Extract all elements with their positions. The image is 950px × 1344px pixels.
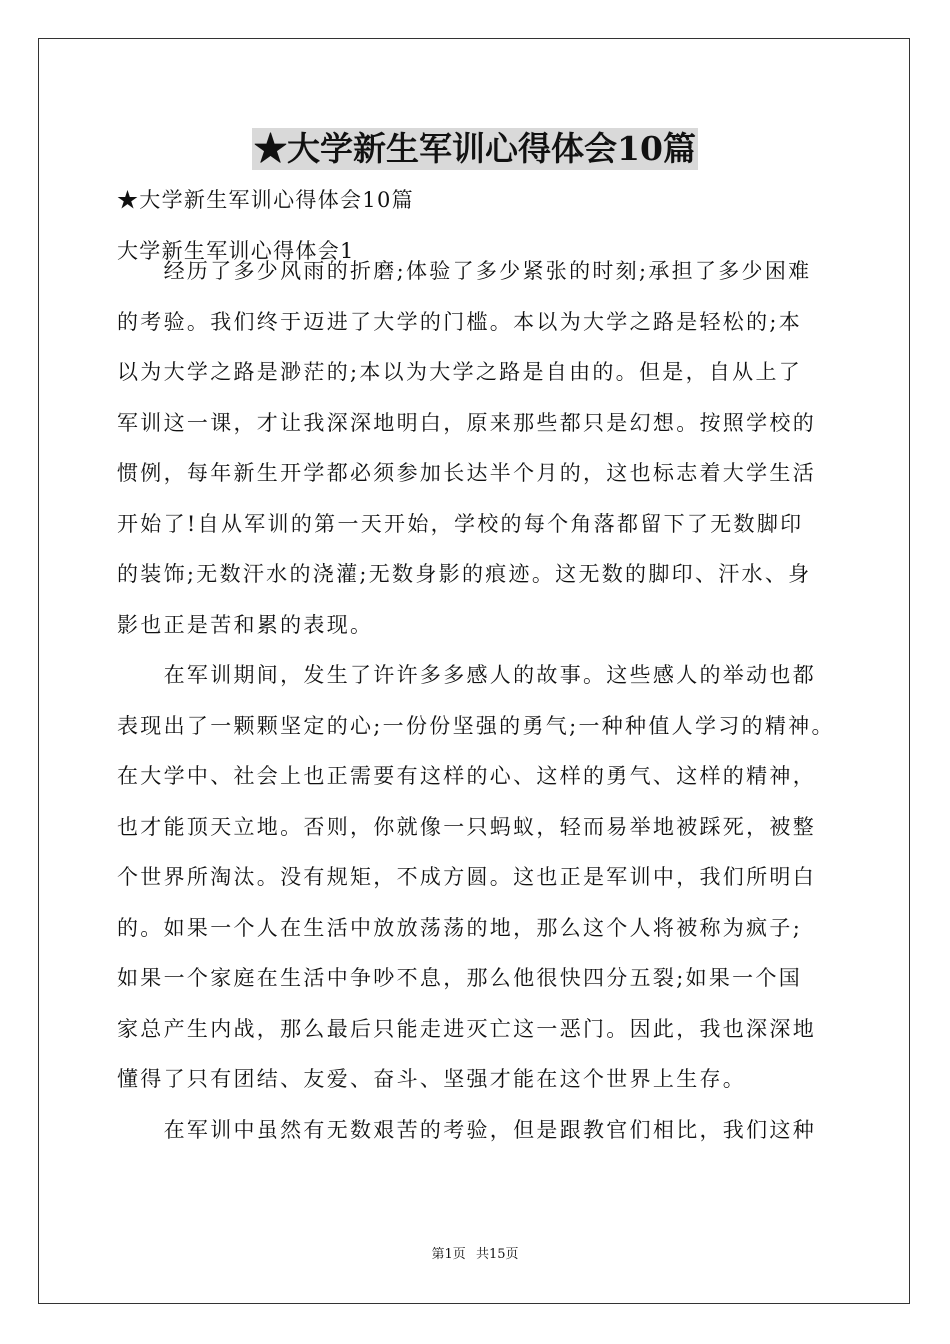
text-line: 的。如果一个人在生活中放放荡荡的地，那么这个人将被称为疯子;: [117, 915, 803, 940]
text-line: 以为大学之路是渺茫的;本以为大学之路是自由的。但是，自从上了: [117, 360, 803, 384]
text-line: 在军训中虽然有无数艰苦的考验，但是跟教官们相比，我们这种: [117, 1117, 816, 1142]
text-line: 家总产生内战，那么最后只能走进灭亡这一恶门。因此，我也深深地: [117, 1016, 816, 1041]
text-line: 的装饰;无数汗水的浇灌;无数身影的痕迹。这无数的脚印、汗水、身: [117, 562, 812, 586]
section-heading: 大学新生军训心得体会1: [117, 239, 355, 263]
text-line: 在军训期间，发生了许许多多感人的故事。这些感人的举动也都: [117, 663, 816, 687]
text-line: 军训这一课，才让我深深地明白，原来那些都只是幻想。按照学校的: [117, 410, 816, 435]
text-line: 个世界所淘汰。没有规矩，不成方圆。这也正是军训中，我们所明白: [117, 865, 816, 889]
text-line: 在大学中、社会上也正需要有这样的心、这样的勇气、这样的精神，: [117, 764, 816, 788]
document-title: ★大学新生军训心得体会10篇: [254, 129, 696, 168]
text-line: 如果一个家庭在生活中争吵不息，那么他很快四分五裂;如果一个国: [117, 966, 803, 990]
text-line: 惯例，每年新生开学都必须参加长达半个月的，这也标志着大学生活: [117, 461, 816, 485]
text-line: 开始了!自从军训的第一天开始，学校的每个角落都留下了无数脚印: [117, 511, 804, 536]
text-line: 影也正是苦和累的表现。: [117, 612, 374, 637]
text-line: 的考验。我们终于迈进了大学的门槛。本以为大学之路是轻松的;本: [117, 309, 803, 334]
page-number-total: 共15页: [475, 1247, 519, 1262]
text-line: 表现出了一颗颗坚定的心;一份份坚强的勇气;一种种值人学习的精神。: [117, 713, 835, 738]
page-footer: [0, 1246, 950, 1264]
page-number-current: 第1页: [431, 1247, 466, 1262]
text-line: 懂得了只有团结、友爱、奋斗、坚强才能在这个世界上生存。: [117, 1067, 747, 1091]
title-container: [0, 128, 950, 170]
text-line: 经历了多少风雨的折磨;体验了多少紧张的时刻;承担了多少困难: [117, 259, 812, 283]
text-line: 也才能顶天立地。否则，你就像一只蚂蚁，轻而易举地被踩死，被整: [117, 814, 816, 839]
document-subtitle: ★大学新生军训心得体会10篇: [117, 188, 414, 212]
